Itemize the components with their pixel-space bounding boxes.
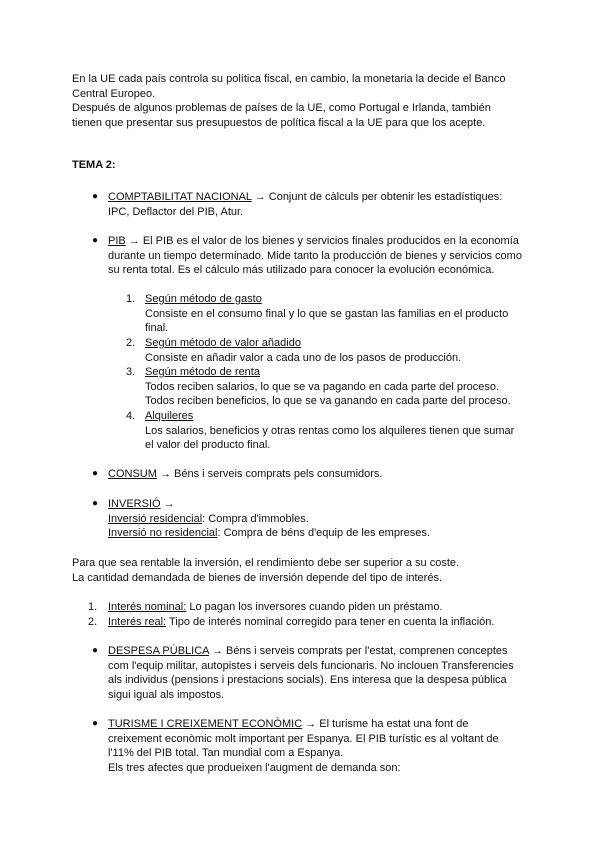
- intro-line: En la UE cada país controla su política fiscal, en cambio, la monetaria la decide el Banco: [72, 73, 506, 85]
- bullet-icon: ●: [92, 498, 99, 509]
- item-number: 2.: [126, 337, 136, 349]
- section-heading: TEMA 2:: [72, 159, 116, 171]
- term-despesa: DESPESA PÚBLICA: [108, 645, 209, 657]
- inversion-paragraph: Para que sea rentable la inversión, el rendimiento debe ser superior a su coste. La cantidad demandada de bienes de inversión depende del tipo de interés.: [72, 557, 460, 584]
- intro-paragraph: [72, 72, 532, 130]
- intro-line: Después de algunos problemas de países de la UE, como Portugal e Irlanda, también: [72, 102, 491, 115]
- item-number: 4.: [126, 410, 136, 422]
- list-item-text: PIB → El PIB es el valor de los bienes y servicios finales producidos en la economía durante un tiempo determinado. Mide tanto la producción de bienes y servicios como su renta total. Es el cálculo más utilizado para conocer la evolución económica.: [108, 235, 522, 277]
- bullet-icon: ●: [92, 468, 99, 479]
- item-number: 2.: [88, 616, 98, 628]
- term-comptabilitat: COMPTABILITAT NACIONAL: [108, 191, 252, 203]
- item-number: 1.: [126, 293, 136, 305]
- bullet-icon: ●: [92, 645, 99, 656]
- item-title: Según método de gasto: [145, 293, 262, 305]
- item-number: 1.: [88, 601, 98, 613]
- item-number: 3.: [126, 366, 136, 378]
- bullet-icon: ●: [92, 235, 99, 246]
- intro-line: tienen que presentar sus presupuestos de política fiscal a la UE para que los acepte.: [72, 116, 486, 129]
- term-inversio: INVERSIÓ: [108, 498, 161, 510]
- item-title: Según método de valor añadido: [145, 337, 301, 349]
- item-title: Alquileres: [145, 410, 194, 422]
- intro-line: Central Europeo.: [72, 87, 156, 100]
- list-item-text: COMPTABILITAT NACIONAL → Conjunt de càlculs per obtenir les estadístiques: IPC, Deflactor del PIB, Atur.: [108, 191, 503, 218]
- item-title: Según método de renta: [145, 366, 260, 378]
- document-page: En la UE cada país controla su política fiscal, en cambio, la monetaria la decide el Banco Central Europeo. Después de algunos problemas de países de la UE, como Portugal e Irlanda, también tienen que presentar sus presupuestos de política fiscal a la UE para que los acepte. TEMA 2: ● COMPTABILITAT NACIONAL → Conjunt de càlculs per obtenir les estadístiques: IPC, Deflactor del PIB, Atur. ● PIB → El PIB es el valor de los bienes y servicios finales producidos en la economía durante un tiempo determinado. Mide tanto la producción de bienes y servicios como su renta total. Es el cálculo más utilizado para conocer la evolución económica. 1. Según método de gasto Consiste en el consumo final y lo que se gastan las familias en el producto final. 2. Según método de valor añadido Consiste en añadir valor a cada uno de los pasos de producción. 3. Según método de renta Todos reciben salarios, lo que se va pagando en cada parte del proceso. Todos reciben beneficios, lo que se va ganando en cada parte del proceso. 4. Alquileres Los salarios, beneficios y otras rentas como los alquileres tienen que sumar el valor del producto final. ● CONSUM → Béns i serveis comprats pels consumidors. ● INVERSIÓ → Inversió residencial: Compra d'immobles. Inversió no residencial: Compra de béns d'equip de les empreses. Para que sea rentable la inversión, el rendimiento debe ser superior a su coste. La cantidad demandada de bienes de inversión depende del tipo de interés. 1. Interés nominal: Lo pagan los inversores cuando piden un préstamo. 2. Interés real: Tipo de interés nominal corregido para tener en cuenta la inflación. ● DESPESA PÚBLICA → Béns i serveis comprats per l'estat, comprenen conceptes com l'equip militar, autopistes i serveis dels funcionaris. No inclouen Transferencies als individus (pensions i prestacions socials). Ens interesa que la despesa pública sigui igual als impostos. ● TURISME I CREIXEMENT ECONÒMIC → El turisme ha estat una font de creixement econòmic molt important per Espanya. El PIB turístic es al voltant de l'11% del PIB total. Tan mundial com a Espanya. Els tres afectes que produeixen l'augment de demanda son:: [0, 0, 600, 848]
- bullet-icon: ●: [92, 191, 99, 202]
- term-pib: PIB: [108, 235, 126, 247]
- bullet-icon: ●: [92, 718, 99, 729]
- term-turisme: TURISME I CREIXEMENT ECONÒMIC: [108, 718, 303, 730]
- term-consum: CONSUM: [108, 468, 157, 480]
